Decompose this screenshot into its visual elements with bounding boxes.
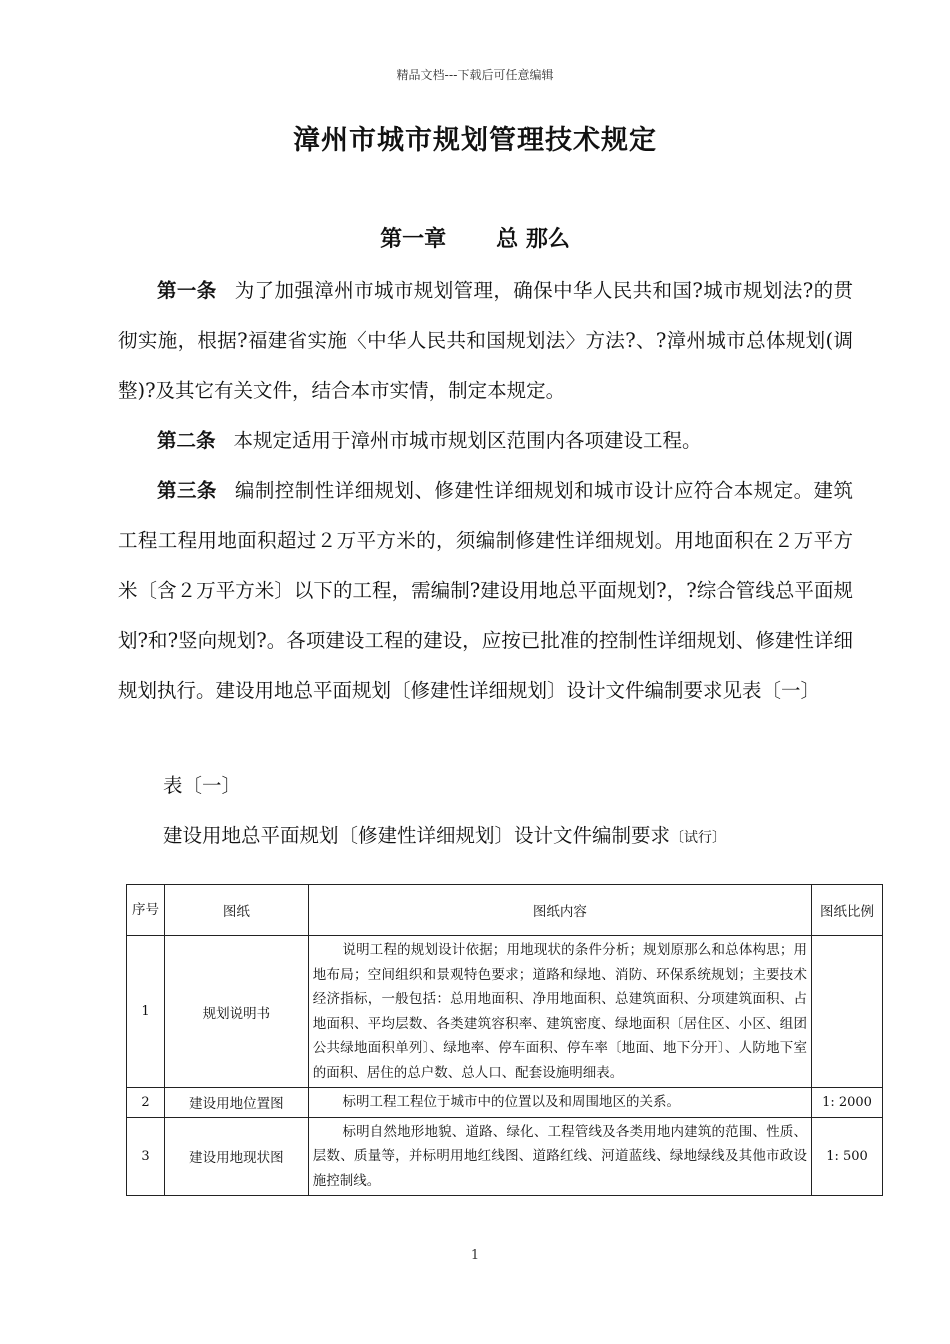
page-number: 1 bbox=[470, 1248, 480, 1263]
chapter-number: 第一章 bbox=[380, 227, 447, 252]
article-2 bbox=[118, 416, 853, 466]
row-content: 标明工程工程位于城市中的位置以及和周围地区的关系。 bbox=[308, 1088, 811, 1118]
row-scale bbox=[812, 936, 883, 1088]
chapter-name: 总 那么 bbox=[496, 227, 570, 252]
header-note: 精品文档---下载后可任意编辑 bbox=[396, 68, 554, 82]
row-scale: 1: 2000 bbox=[812, 1088, 883, 1118]
table-title-note: 〔试行〕 bbox=[670, 830, 727, 846]
header-no: 序号 bbox=[127, 885, 165, 936]
table-row bbox=[127, 1088, 883, 1118]
table-title-text: 建设用地总平面规划〔修建性详细规划〕设计文件编制要求 bbox=[163, 824, 671, 847]
table-row bbox=[127, 936, 883, 1088]
article-3 bbox=[118, 466, 853, 716]
row-scale: 1: 500 bbox=[812, 1117, 883, 1196]
table-header-row bbox=[127, 885, 883, 936]
row-content: 标明自然地形地貌、道路、绿化、工程管线及各类用地内建筑的范围、性质、层数、质量等，并标明用地红线图、道路红线、河道蓝线、绿地绿线及其他市政设施控制线。 bbox=[308, 1117, 811, 1196]
header-drawing: 图纸 bbox=[164, 885, 308, 936]
document-title: 漳州市城市规划管理技术规定 bbox=[293, 125, 657, 156]
row-no: 1 bbox=[127, 936, 165, 1088]
article-label: 第二条 bbox=[157, 429, 216, 452]
header-content: 图纸内容 bbox=[308, 885, 811, 936]
table-title bbox=[163, 816, 726, 858]
header-scale: 图纸比例 bbox=[812, 885, 883, 936]
row-drawing: 建设用地位置图 bbox=[164, 1088, 308, 1118]
row-drawing: 建设用地现状图 bbox=[164, 1117, 308, 1196]
requirements-table bbox=[126, 884, 883, 1196]
article-text: 编制控制性详细规划、修建性详细规划和城市设计应符合本规定。建筑工程工程用地面积超过２万平方米的，须编制修建性详细规划。用地面积在２万平方米〔含２万平方米〕以下的工程，需编制?建设用地总平面规划?，?综合管线总平面规划?和?竖向规划?。各项建设工程的建设，应按已批准的控制性详细规划、修建性详细规划执行。建设用地总平面规划〔修建性详细规划〕设计文件编制要求见表〔一〕 bbox=[118, 479, 853, 702]
table-label: 表〔一〕 bbox=[163, 774, 242, 797]
chapter-heading bbox=[0, 222, 950, 253]
article-label: 第三条 bbox=[157, 479, 217, 502]
row-content: 说明工程的规划设计依据；用地现状的条件分析；规划原那么和总体构思；用地布局；空间组织和景观特色要求；道路和绿地、消防、环保系统规划；主要技术经济指标，一般包括：总用地面积、净用地面积、总建筑面积、分项建筑面积、占地面积、平均层数、各类建筑容积率、建筑密度、绿地面积〔居住区、小区、组团公共绿地面积单列〕、绿地率、停车面积、停车率〔地面、地下分开〕、人防地下室的面积、居住的总户数、总人口、配套设施明细表。 bbox=[308, 936, 811, 1088]
row-drawing: 规划说明书 bbox=[164, 936, 308, 1088]
table-row bbox=[127, 1117, 883, 1196]
article-text: 为了加强漳州市城市规划管理，确保中华人民共和国?城市规划法?的贯彻实施，根据?福建省实施〈中华人民共和国规划法〉方法?、?漳州城市总体规划(调整)?及其它有关文件，结合本市实情，制定本规定。 bbox=[118, 279, 853, 402]
row-no: 2 bbox=[127, 1088, 165, 1118]
article-1 bbox=[118, 266, 853, 416]
article-label: 第一条 bbox=[157, 279, 217, 302]
article-text: 本规定适用于漳州市城市规划区范围内各项建设工程。 bbox=[233, 429, 702, 452]
body-text bbox=[118, 266, 853, 716]
row-no: 3 bbox=[127, 1117, 165, 1196]
